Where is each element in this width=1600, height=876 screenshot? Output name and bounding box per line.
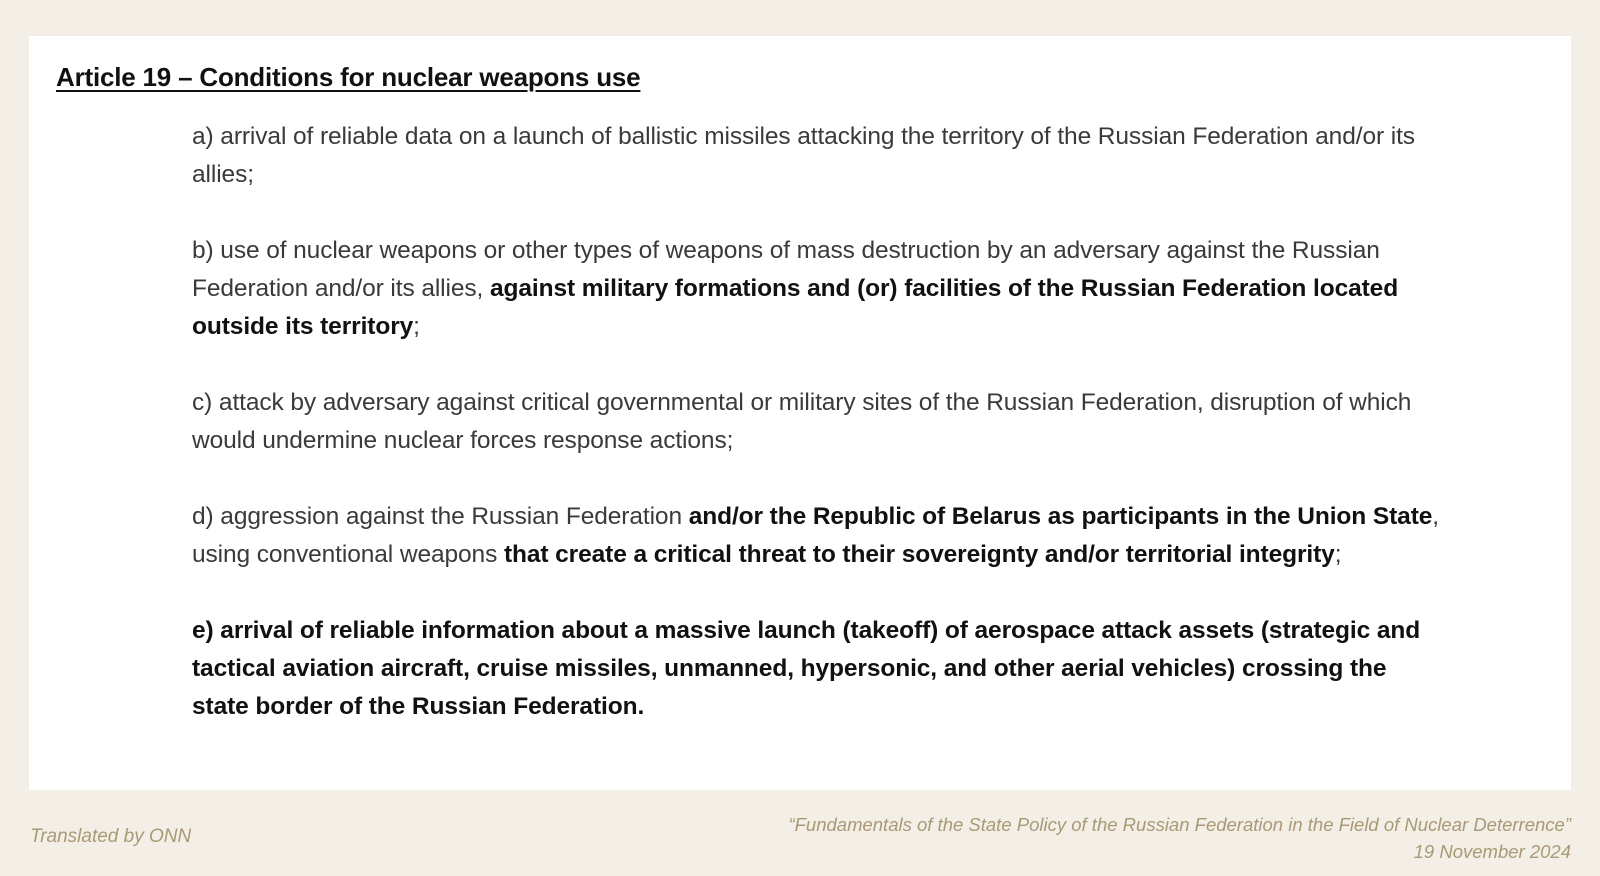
clause-a: [192, 118, 1442, 194]
clause-c-text: c) attack by adversary against critical governmental or military sites of the Russian Federation, disruption of which would undermine nuclear forces response actions;: [192, 389, 1412, 454]
clause-d-end: ;: [1334, 541, 1342, 568]
translator-credit: Translated by ONN: [30, 826, 192, 847]
clause-b-emphasis: against military formations and (or) facilities of the Russian Federation located outside its territory: [192, 275, 1399, 340]
source-date: 19 November 2024: [1413, 841, 1571, 862]
clause-e: [192, 612, 1442, 726]
clause-b-end: ;: [413, 313, 420, 340]
clause-d-text-middle: , using conventional weapons: [192, 503, 1439, 568]
clause-d-text: d) aggression against the Russian Federation: [192, 503, 689, 530]
source-citation: [788, 811, 1571, 865]
clause-b: [192, 232, 1442, 346]
clause-d-emphasis-belarus: and/or the Republic of Belarus as participants in the Union State: [688, 503, 1433, 530]
article-title: Article 19 – Conditions for nuclear weapons use: [56, 62, 641, 92]
clause-c: [192, 384, 1442, 460]
source-title: “Fundamentals of the State Policy of the Russian Federation in the Field of Nuclear Deterrence”: [788, 814, 1571, 835]
clause-e-text: e) arrival of reliable information about a massive launch (takeoff) of aerospace attack assets (strategic and tactical aviation aircraft, cruise missiles, unmanned, hypersonic, and other aerial vehicles) crossing the state border of the Russian Federation.: [192, 617, 1421, 720]
clause-d: [192, 498, 1442, 574]
clause-list: [192, 118, 1442, 764]
clause-a-text: a) arrival of reliable data on a launch of ballistic missiles attacking the territory of the Russian Federation and/or its allies;: [192, 123, 1415, 188]
clause-b-text: b) use of nuclear weapons or other types of weapons of mass destruction by an adversary against the Russian Federation and/or its allies,: [192, 237, 1380, 302]
document-card: [29, 36, 1571, 790]
clause-d-emphasis-threat: that create a critical threat to their sovereignty and/or territorial integrity: [503, 541, 1335, 568]
